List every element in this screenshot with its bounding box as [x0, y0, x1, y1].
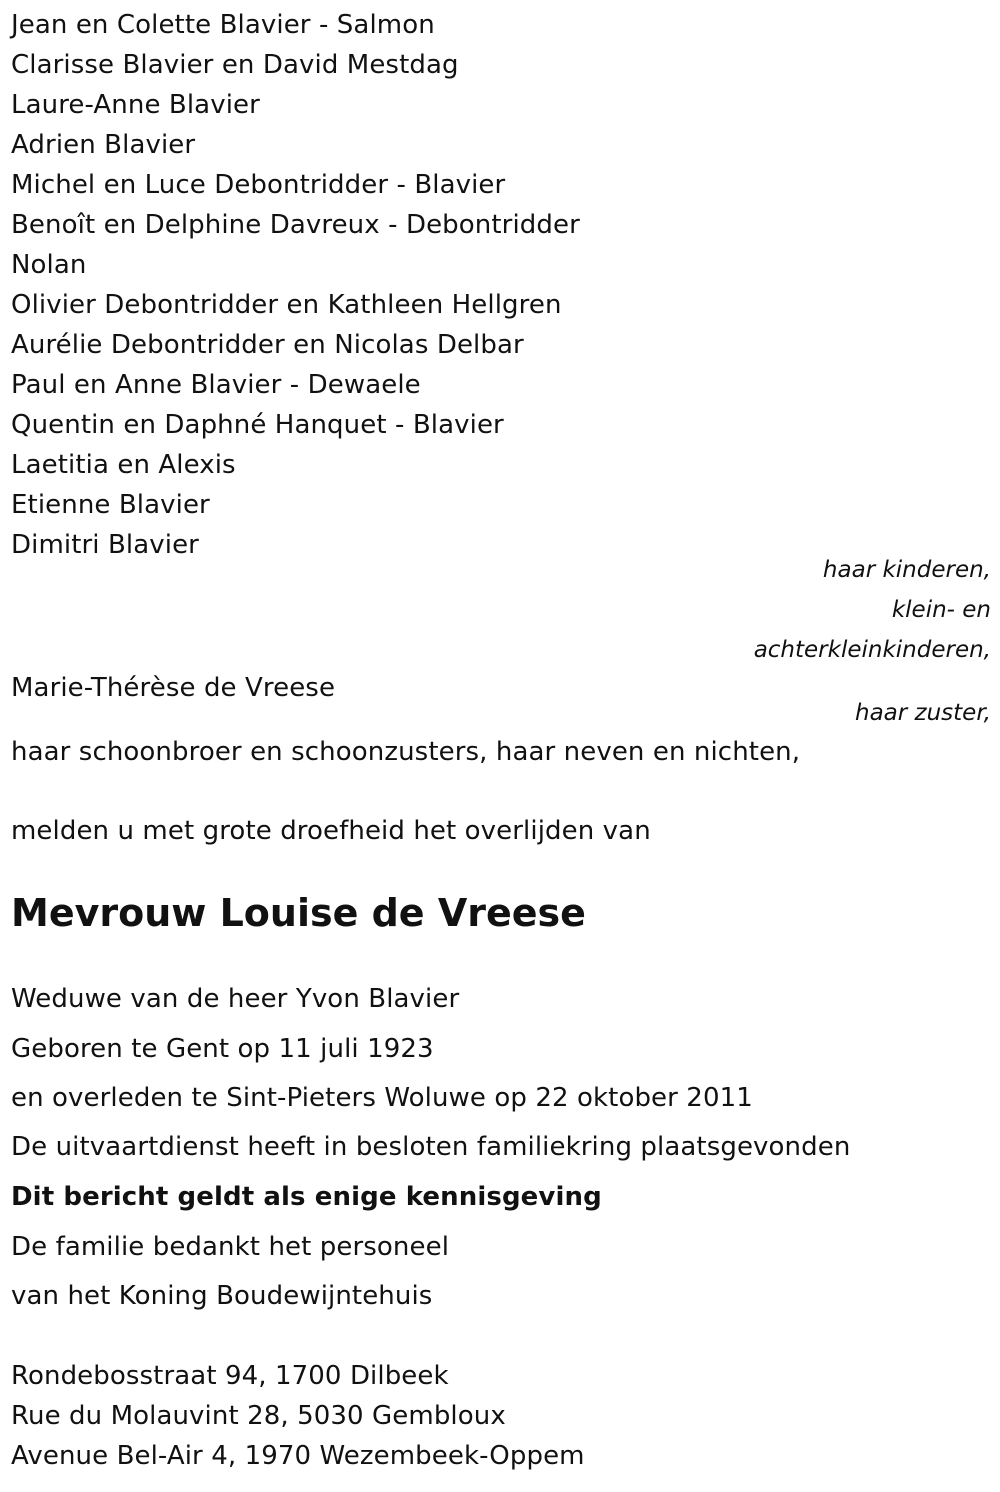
family-member-line: Dimitri Blavier — [11, 530, 199, 560]
in-laws-line: haar schoonbroer en schoonzusters, haar neven en nichten, — [11, 737, 801, 767]
family-member-line: Clarisse Blavier en David Mestdag — [11, 50, 459, 80]
family-member-line: Laetitia en Alexis — [11, 450, 236, 480]
family-member-line: Etienne Blavier — [11, 490, 210, 520]
family-member-line: Quentin en Daphné Hanquet - Blavier — [11, 410, 504, 440]
family-member-line: Nolan — [11, 250, 87, 280]
announcement-line: melden u met grote droefheid het overlijden van — [11, 816, 651, 846]
family-member-line: Jean en Colette Blavier - Salmon — [11, 10, 435, 40]
role-great-grandchildren: achterkleinkinderen, — [753, 637, 991, 663]
detail-line: Geboren te Gent op 11 juli 1923 — [11, 1034, 434, 1064]
family-member-line: Adrien Blavier — [11, 130, 196, 160]
thanks-line: De familie bedankt het personeel — [11, 1232, 450, 1262]
detail-line: Weduwe van de heer Yvon Blavier — [11, 984, 460, 1014]
address-line: Rondebosstraat 94, 1700 Dilbeek — [11, 1361, 449, 1391]
notice-line: Dit bericht geldt als enige kennisgeving — [11, 1182, 602, 1212]
sister-name: Marie-Thérèse de Vreese — [11, 673, 336, 703]
family-member-line: Benoît en Delphine Davreux - Debontridder — [11, 210, 580, 240]
family-member-line: Michel en Luce Debontridder - Blavier — [11, 170, 506, 200]
thanks-line: van het Koning Boudewijntehuis — [11, 1281, 433, 1311]
role-sister: haar zuster, — [855, 700, 991, 726]
role-children: haar kinderen, — [822, 557, 991, 583]
deceased-name: Mevrouw Louise de Vreese — [11, 891, 586, 935]
address-line: Avenue Bel-Air 4, 1970 Wezembeek-Oppem — [11, 1441, 585, 1471]
family-member-line: Olivier Debontridder en Kathleen Hellgren — [11, 290, 562, 320]
detail-line: en overleden te Sint-Pieters Woluwe op 22 oktober 2011 — [11, 1083, 753, 1113]
role-grandchildren: klein- en — [891, 597, 991, 623]
address-line: Rue du Molauvint 28, 5030 Gembloux — [11, 1401, 506, 1431]
family-member-line: Paul en Anne Blavier - Dewaele — [11, 370, 421, 400]
family-member-line: Aurélie Debontridder en Nicolas Delbar — [11, 330, 524, 360]
family-member-line: Laure-Anne Blavier — [11, 90, 260, 120]
detail-line: De uitvaartdienst heeft in besloten familiekring plaatsgevonden — [11, 1132, 851, 1162]
